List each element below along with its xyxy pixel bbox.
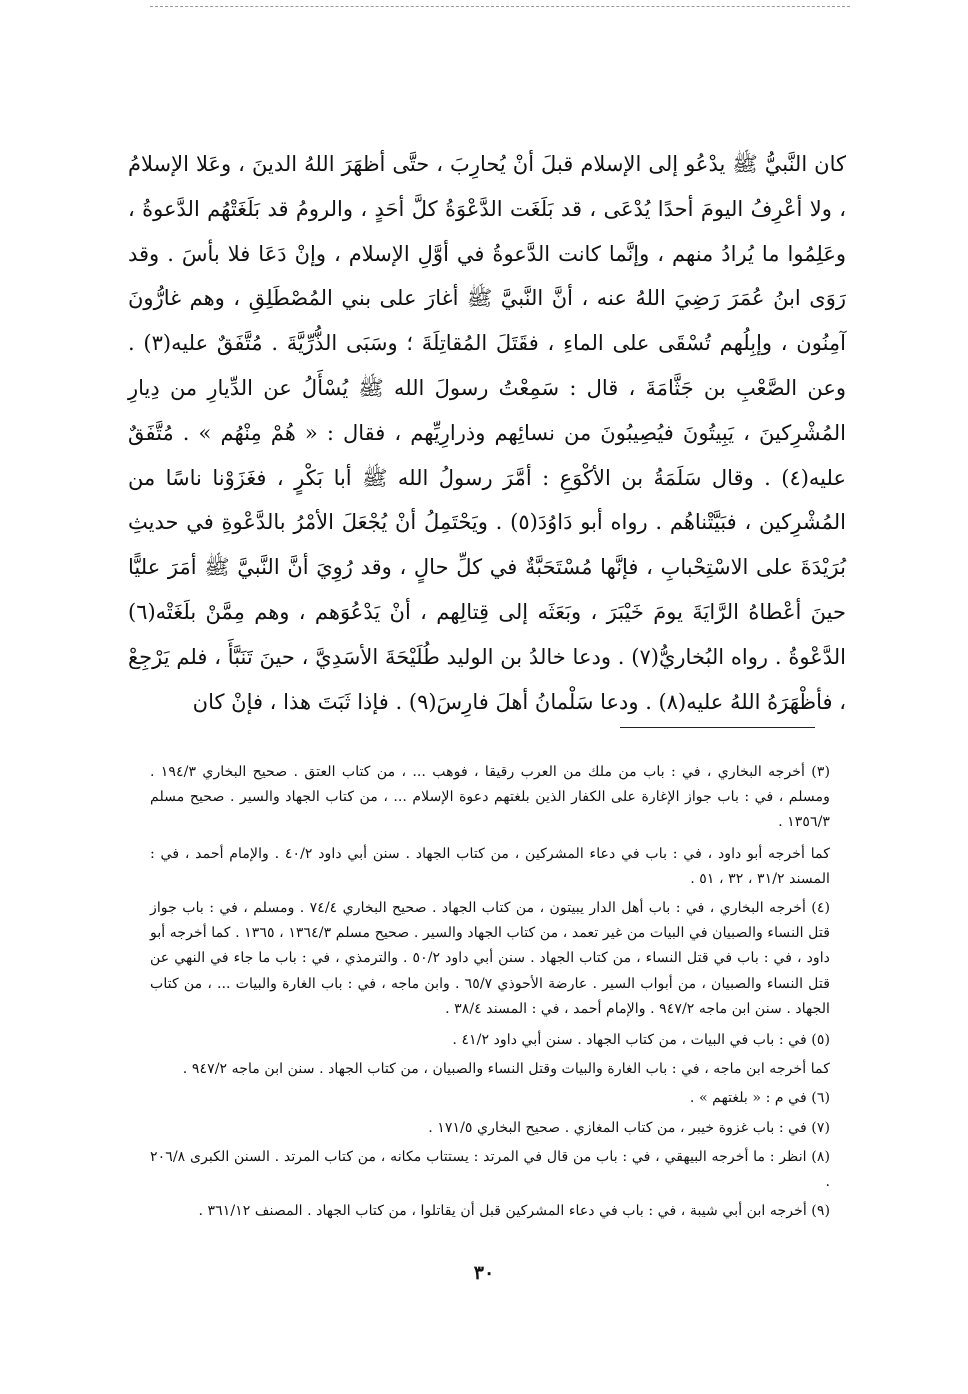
footnote-separator: [620, 727, 815, 728]
footnote-6: (٦) في م : « بلغتهم » .: [689, 1090, 830, 1107]
footnote-7: (٧) في : باب غزوة خيبر ، من كتاب المغازي . صحيح البخاري ١٧١/٥ .: [428, 1119, 830, 1136]
footnote-5-continuation: كما أخرجه ابن ماجه ، في : باب الغارة والبيات وقتل النساء والصبيان ، من كتاب الجهاد . سنن ابن ماجه ٩٤٧/٢ .: [182, 1061, 830, 1078]
page-number: ٣٠: [473, 1262, 495, 1284]
footnote-9: (٩) أخرجه ابن أبي شيبة ، في : باب في دعاء المشركين قبل أن يقاتلوا ، من كتاب الجهاد . المصنف ٣٦١/١٢ .: [198, 1203, 830, 1220]
footnote-3: (٣) أخرجه البخاري ، في : باب من ملك من العرب رقيقا ، فوهب ... ، من كتاب العتق . صحيح البخاري ١٩٤/٣ . ومسلم ، في : باب جواز الإغارة على الكفار الذين بلغتهم دعوة الإسلام ... ، من كتاب الجهاد والسير . صحيح مسلم ١٣٥٦/٣ .: [150, 764, 830, 831]
top-dashed-rule: [150, 6, 850, 7]
footnote-8: (٨) انظر : ما أخرجه البيهقي ، في : باب من قال في المرتد : يستتاب مكانه ، من كتاب المرتد . السنن الكبرى ٢٠٦/٨ .: [150, 1148, 830, 1191]
main-paragraph: كان النَّبيُّ ﷺ يدْعُو إلى الإسلام قبلَ أنْ يُحارِبَ ، حتَّى أظهَرَ اللهُ الدينَ ، وعَلا الإسلامُ ، ولا أعْرِفُ اليومَ أحدًا يُدْعَى ، قد بَلَغَت الدَّعْوَةُ كلَّ أحَدٍ ، والرومُ قد بَلَغَتْهُم الدَّعوةُ ، وعَلِمُوا ما يُرادُ منهم ، وإنَّما كانت الدَّعوةُ في أوَّلِ الإسلام ، وإنْ دَعَا فلا بأسَ . وقد رَوَى ابنُ عُمَرَ رَضِيَ اللهُ عنه ، أنَّ النَّبيَّ ﷺ أغارَ على بني المُصْطَلِقِ ، وهم غارُّونَ آمِنُون ، وإبِلُهم تُسْقَى على الماءِ ، فقَتَلَ المُقاتِلَةَ ؛ وسَبَى الذُّرِّيَّةَ . مُتَّفَقٌ عليه(٣) . وعن الصَّعْبِ بن جَثَّامَةَ ، قال : سَمِعْتُ رسولَ الله ﷺ يُسْأَلُ عن الدِّيارِ من دِيارِ المُشْرِكينَ ، يَبِيتُونَ فيُصِيبُونَ من نسائِهم وذرارِيِّهم ، فقال : « هُمْ مِنْهُم » . مُتَّفَقٌ عليه(٤) . وقال سَلَمَةُ بن الأكْوَعِ : أمَّرَ رسولُ الله ﷺ أبا بَكْرٍ ، فغَزَوْنا ناسًا من المُشْرِكين ، فبَيَّتْناهُم . رواه أبو دَاوُدَ(٥) . ويَحْتَمِلُ أنْ يُجْعَلَ الأمْرُ بالدَّعْوةِ في حديثِ بُرَيْدَةَ على الاسْتِحْبابِ ، فإنَّها مُسْتَحَبَّةٌ في كلِّ حالٍ ، وقد رُوِيَ أنَّ النَّبيَّ ﷺ أمَرَ عليًّا حينَ أعْطاهُ الرَّايَةَ يومَ خَيْبَرَ ، وبَعَثَه إلى قِتالِهم ، أنْ يَدْعُوَهم ، وهم مِمَّنْ بلَغَتْه(٦) الدَّعْوةُ . رواه البُخاريُّ(٧) . ودعا خالدُ بن الوليد طُلَيْحَةَ الأسَدِيَّ ، حينَ تَنَبَّأَ ، فلم يَرْجِعْ ، فأظْهَرَهُ اللهُ عليه(٨) . ودعا سَلْمانُ أهلَ فارِسَ(٩) . فإذا ثَبَتَ هذا ، فإنْ كان: [128, 152, 847, 714]
footnote-5: (٥) في : باب في البيات ، من كتاب الجهاد . سنن أبي داود ٤١/٢ .: [452, 1032, 830, 1049]
footnote-3-continuation: كما أخرجه أبو داود ، في : باب في دعاء المشركين ، من كتاب الجهاد . سنن أبي داود ٤٠/٢ . والإمام أحمد ، في : المسند ٣١/٢ ، ٣٢ ، ٥١ .: [150, 845, 830, 887]
footnotes-block: [150, 760, 830, 1228]
footnote-4: (٤) أخرجه البخاري ، في : باب أهل الدار يبيتون ، من كتاب الجهاد . صحيح البخاري ٧٤/٤ . ومسلم ، في : باب جواز قتل النساء والصبيان في البيات من غير تعمد ، من كتاب الجهاد والسير . صحيح مسلم ١٣٦٤/٣ ، ١٣٦٥ . كما أخرجه أبو داود ، في : باب في قتل النساء ، من كتاب الجهاد . سنن أبي داود ٥٠/٢ . والترمذي ، في : باب ما جاء في النهي عن قتل النساء والصبيان ، من أبواب السير . عارضة الأحوذي ٦٥/٧ . وابن ماجه ، في : باب الغارة والبيات ... ، من كتاب الجهاد . سنن ابن ماجه ٩٤٧/٢ . والإمام أحمد ، في : المسند ٣٨/٤ .: [150, 900, 831, 1017]
main-text-block: [128, 142, 846, 724]
